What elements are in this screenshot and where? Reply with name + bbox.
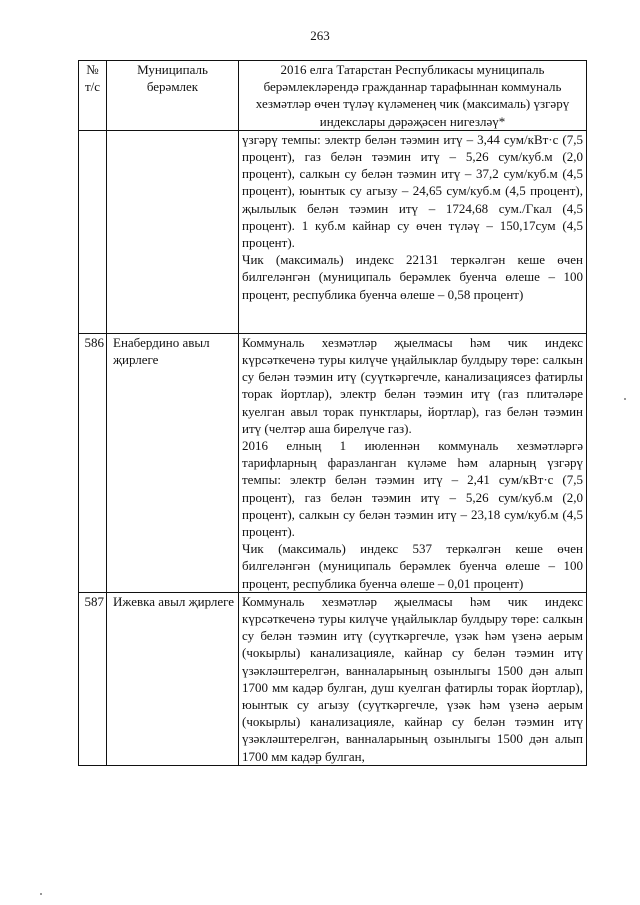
row-municipality: Ижевка авыл җирлеге <box>107 592 239 765</box>
row-description <box>239 333 587 592</box>
row-paragraph: Коммуналь хезмәтләр җыелмасы һәм чик индекс күрсәткеченә туры килүче үңайлыклар булдыру төре: салкын су белән тәэмин итү (суүткәргечле, канализациясез фатирлы торак йортлар), электр белән тәэмин итү (газ плитәләре куелган авыл торак пунктлары, йортлар), газ белән тәэмин итү (челтәр аша бирелүче газ). <box>242 334 583 436</box>
table-header-row <box>79 61 587 131</box>
row-municipality: Енабердино авыл җирлеге <box>107 333 239 592</box>
scan-speck <box>624 398 626 400</box>
table-row <box>79 333 587 592</box>
header-num: № т/с <box>79 61 107 131</box>
header-municipality: Муниципаль берәмлек <box>107 61 239 131</box>
row-description <box>239 592 587 765</box>
page-number: 263 <box>310 28 330 43</box>
row-description <box>239 130 587 333</box>
row-municipality <box>107 130 239 333</box>
row-paragraph: Чик (максималь) индекс 537 теркәлгән кеше өчен билгеләнгән (муниципаль берәмлек буенча өлеше – 100 процент, республика буенча өлеше – 0,01 процент) <box>242 541 583 591</box>
table-row <box>79 130 587 333</box>
tariff-table <box>78 60 587 766</box>
row-num: 586 <box>79 333 107 592</box>
scan-speck <box>40 893 42 895</box>
row-paragraph: Чик (максималь) индекс 22131 теркәлгән кеше өчен билгеләнгән (муниципаль берәмлек буенча өлеше – 100 процент, республика буенча өлеше – 0,58 процент) <box>242 252 583 302</box>
row-num <box>79 130 107 333</box>
row-paragraph: 2016 елның 1 июленнән коммуналь хезмәтләргә тарифларның фаразланган күләме һәм аларның үзгәрү темпы: электр белән тәэмин итү – 2,41 сум/кВт·с (7,5 процент), газ белән тәэмин итү – 5,26 сум/куб.м (2,0 процент), салкын су белән тәэмин итү – 23,18 сум/куб.м (4,5 процент). <box>242 438 583 540</box>
row-num: 587 <box>79 592 107 765</box>
row-paragraph: Коммуналь хезмәтләр җыелмасы һәм чик индекс күрсәткеченә туры килүче үңайлыклар булдыру төре: салкын су белән тәэмин итү (суүткәргечле, үзәк һәм үзенә аерым (чокырлы) канализацияле, кайнар су белән тәэмин итү үзәкләштерелгән, ванналарының озынлыгы 1500 дән алып 1700 мм кадәр булган, душ куелган фатирлы торак йортлар), юынтык су агызу (суүткәргечле, үзәк һәм үзенә аерым (чокырлы) канализацияле, кайнар су белән тәэмин итү үзәкләштерелгән, ванналарының озынлыгы 1500 дән алып 1700 мм кадәр булган, <box>242 593 583 764</box>
row-paragraph: үзгәрү темпы: электр белән тәэмин итү – 3,44 сум/кВт·с (7,5 процент), газ белән тәэмин итү – 5,26 сум/куб.м (2,0 процент), салкын су белән тәэмин итү – 37,2 сум/куб.м (4,5 процент), юынтык су агызу – 24,65 сум/куб.м (4,5 процент), җылылык белән тәэмин итү – 1724,68 сум./Гкал (4,5 процент). 1 куб.м кайнар су өчен түләү – 150,17сум (4,5 процент). <box>242 131 583 251</box>
table-row <box>79 592 587 765</box>
header-description: 2016 елга Татарстан Республикасы муниципаль берәмлекләрендә гражданнар тарафыннан коммуналь хезмәтләр өчен түләү күләменең чик (максималь) үзгәрү индекслары дәрәҗәсен нигезләү* <box>239 61 587 131</box>
